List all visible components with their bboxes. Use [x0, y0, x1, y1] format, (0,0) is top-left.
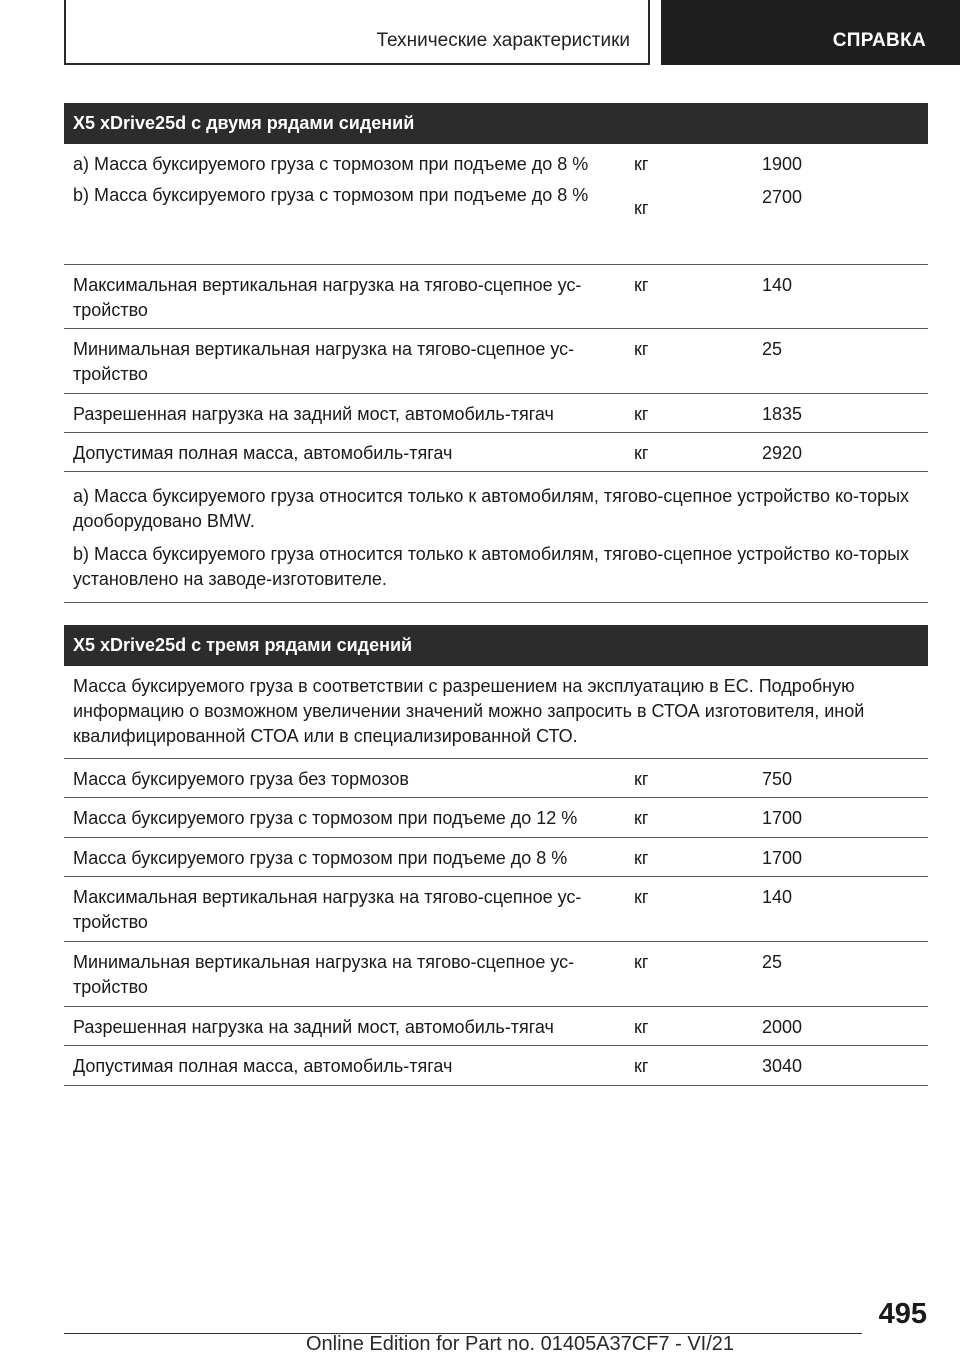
row-unit: кг	[634, 154, 649, 174]
row-description: Масса буксируемого груза с тормозом при подъеме до 12 %	[73, 808, 578, 828]
row-description: Масса буксируемого груза с тормозом при подъеме до 8 %	[73, 848, 568, 868]
row-unit: кг	[634, 198, 649, 218]
row-description-a: a) Масса буксируемого груза с тормозом при подъеме до 8 %	[73, 154, 589, 174]
row-description: Допустимая полная масса, автомобиль-тягач	[73, 443, 453, 463]
row-value: 2000	[762, 1017, 803, 1037]
table-row	[64, 798, 928, 838]
footnote-a: a) Масса буксируемого груза относится только к автомобилям, тягово-сцепное устройство ко-торых дооборудовано BMW.	[73, 486, 910, 531]
section-tab-label: СПРАВКА	[832, 30, 926, 51]
footnotes	[64, 472, 928, 603]
row-description: Минимальная вертикальная нагрузка на тягово-сцепное ус-тройство	[73, 952, 575, 997]
table-row	[64, 1007, 928, 1046]
row-value: 750	[762, 769, 793, 789]
spec-table-three-rows	[64, 625, 928, 1086]
table-row	[64, 759, 928, 798]
table-row	[64, 329, 928, 394]
row-unit: кг	[634, 404, 649, 424]
row-description: Допустимая полная масса, автомобиль-тягач	[73, 1056, 453, 1076]
row-value: 140	[762, 887, 793, 907]
row-description: Разрешенная нагрузка на задний мост, автомобиль-тягач	[73, 404, 554, 424]
row-value: 1700	[762, 848, 803, 868]
row-description-b: b) Масса буксируемого груза с тормозом при подъеме до 8 %	[73, 185, 589, 205]
page-number: 495	[878, 1298, 927, 1330]
row-value: 1835	[762, 404, 803, 424]
intro-text: Масса буксируемого груза в соответствии с разрешением на эксплуатацию в ЕС. Подробную информацию о возможном увеличении значений можно запросить в СТОА изготовителя, иной квалифицированной СТОА или в специализированной СТО.	[73, 676, 865, 746]
table-row	[64, 265, 928, 329]
section-title: X5 xDrive25d с двумя рядами сидений	[64, 103, 928, 144]
row-value: 1900	[762, 154, 803, 174]
row-value: 25	[762, 339, 783, 359]
row-values	[762, 152, 802, 210]
row-value: 25	[762, 952, 783, 972]
table-row	[64, 144, 928, 265]
row-unit: кг	[634, 808, 649, 828]
table-row	[64, 838, 928, 877]
row-unit: кг	[634, 1056, 649, 1076]
row-description	[73, 152, 613, 208]
spec-table-two-rows	[64, 103, 928, 603]
header-chapter-box	[64, 0, 650, 65]
footnote-b: b) Масса буксируемого груза относится только к автомобилям, тягово-сцепное устройство ко-торых установлено на заводе-изготовителе.	[73, 544, 910, 589]
row-description: Разрешенная нагрузка на задний мост, автомобиль-тягач	[73, 1017, 554, 1037]
header-section-tab[interactable]	[661, 0, 960, 65]
row-unit: кг	[634, 887, 649, 907]
row-unit: кг	[634, 952, 649, 972]
row-unit: кг	[634, 339, 649, 359]
row-unit: кг	[634, 769, 649, 789]
row-description: Минимальная вертикальная нагрузка на тягово-сцепное ус-тройство	[73, 339, 575, 384]
section-intro	[64, 666, 928, 759]
row-description: Максимальная вертикальная нагрузка на тягово-сцепное ус-тройство	[73, 887, 582, 932]
row-value: 2700	[762, 187, 803, 207]
row-unit: кг	[634, 848, 649, 868]
section-title: X5 xDrive25d с тремя рядами сидений	[64, 625, 928, 666]
row-value: 140	[762, 275, 793, 295]
table-row	[64, 877, 928, 942]
row-unit: кг	[634, 275, 649, 295]
chapter-title: Технические характеристики	[376, 30, 630, 51]
row-description: Масса буксируемого груза без тормозов	[73, 769, 409, 789]
row-value: 2920	[762, 443, 803, 463]
edition-note: Online Edition for Part no. 01405A37CF7 - VI/21	[306, 1333, 735, 1355]
row-description: Максимальная вертикальная нагрузка на тягово-сцепное ус-тройство	[73, 275, 582, 320]
row-unit: кг	[634, 1017, 649, 1037]
table-row	[64, 394, 928, 433]
table-row	[64, 1046, 928, 1086]
table-row	[64, 433, 928, 472]
row-unit: кг	[634, 443, 649, 463]
row-value: 1700	[762, 808, 803, 828]
row-units	[634, 152, 648, 221]
table-row	[64, 942, 928, 1007]
row-value: 3040	[762, 1056, 803, 1076]
